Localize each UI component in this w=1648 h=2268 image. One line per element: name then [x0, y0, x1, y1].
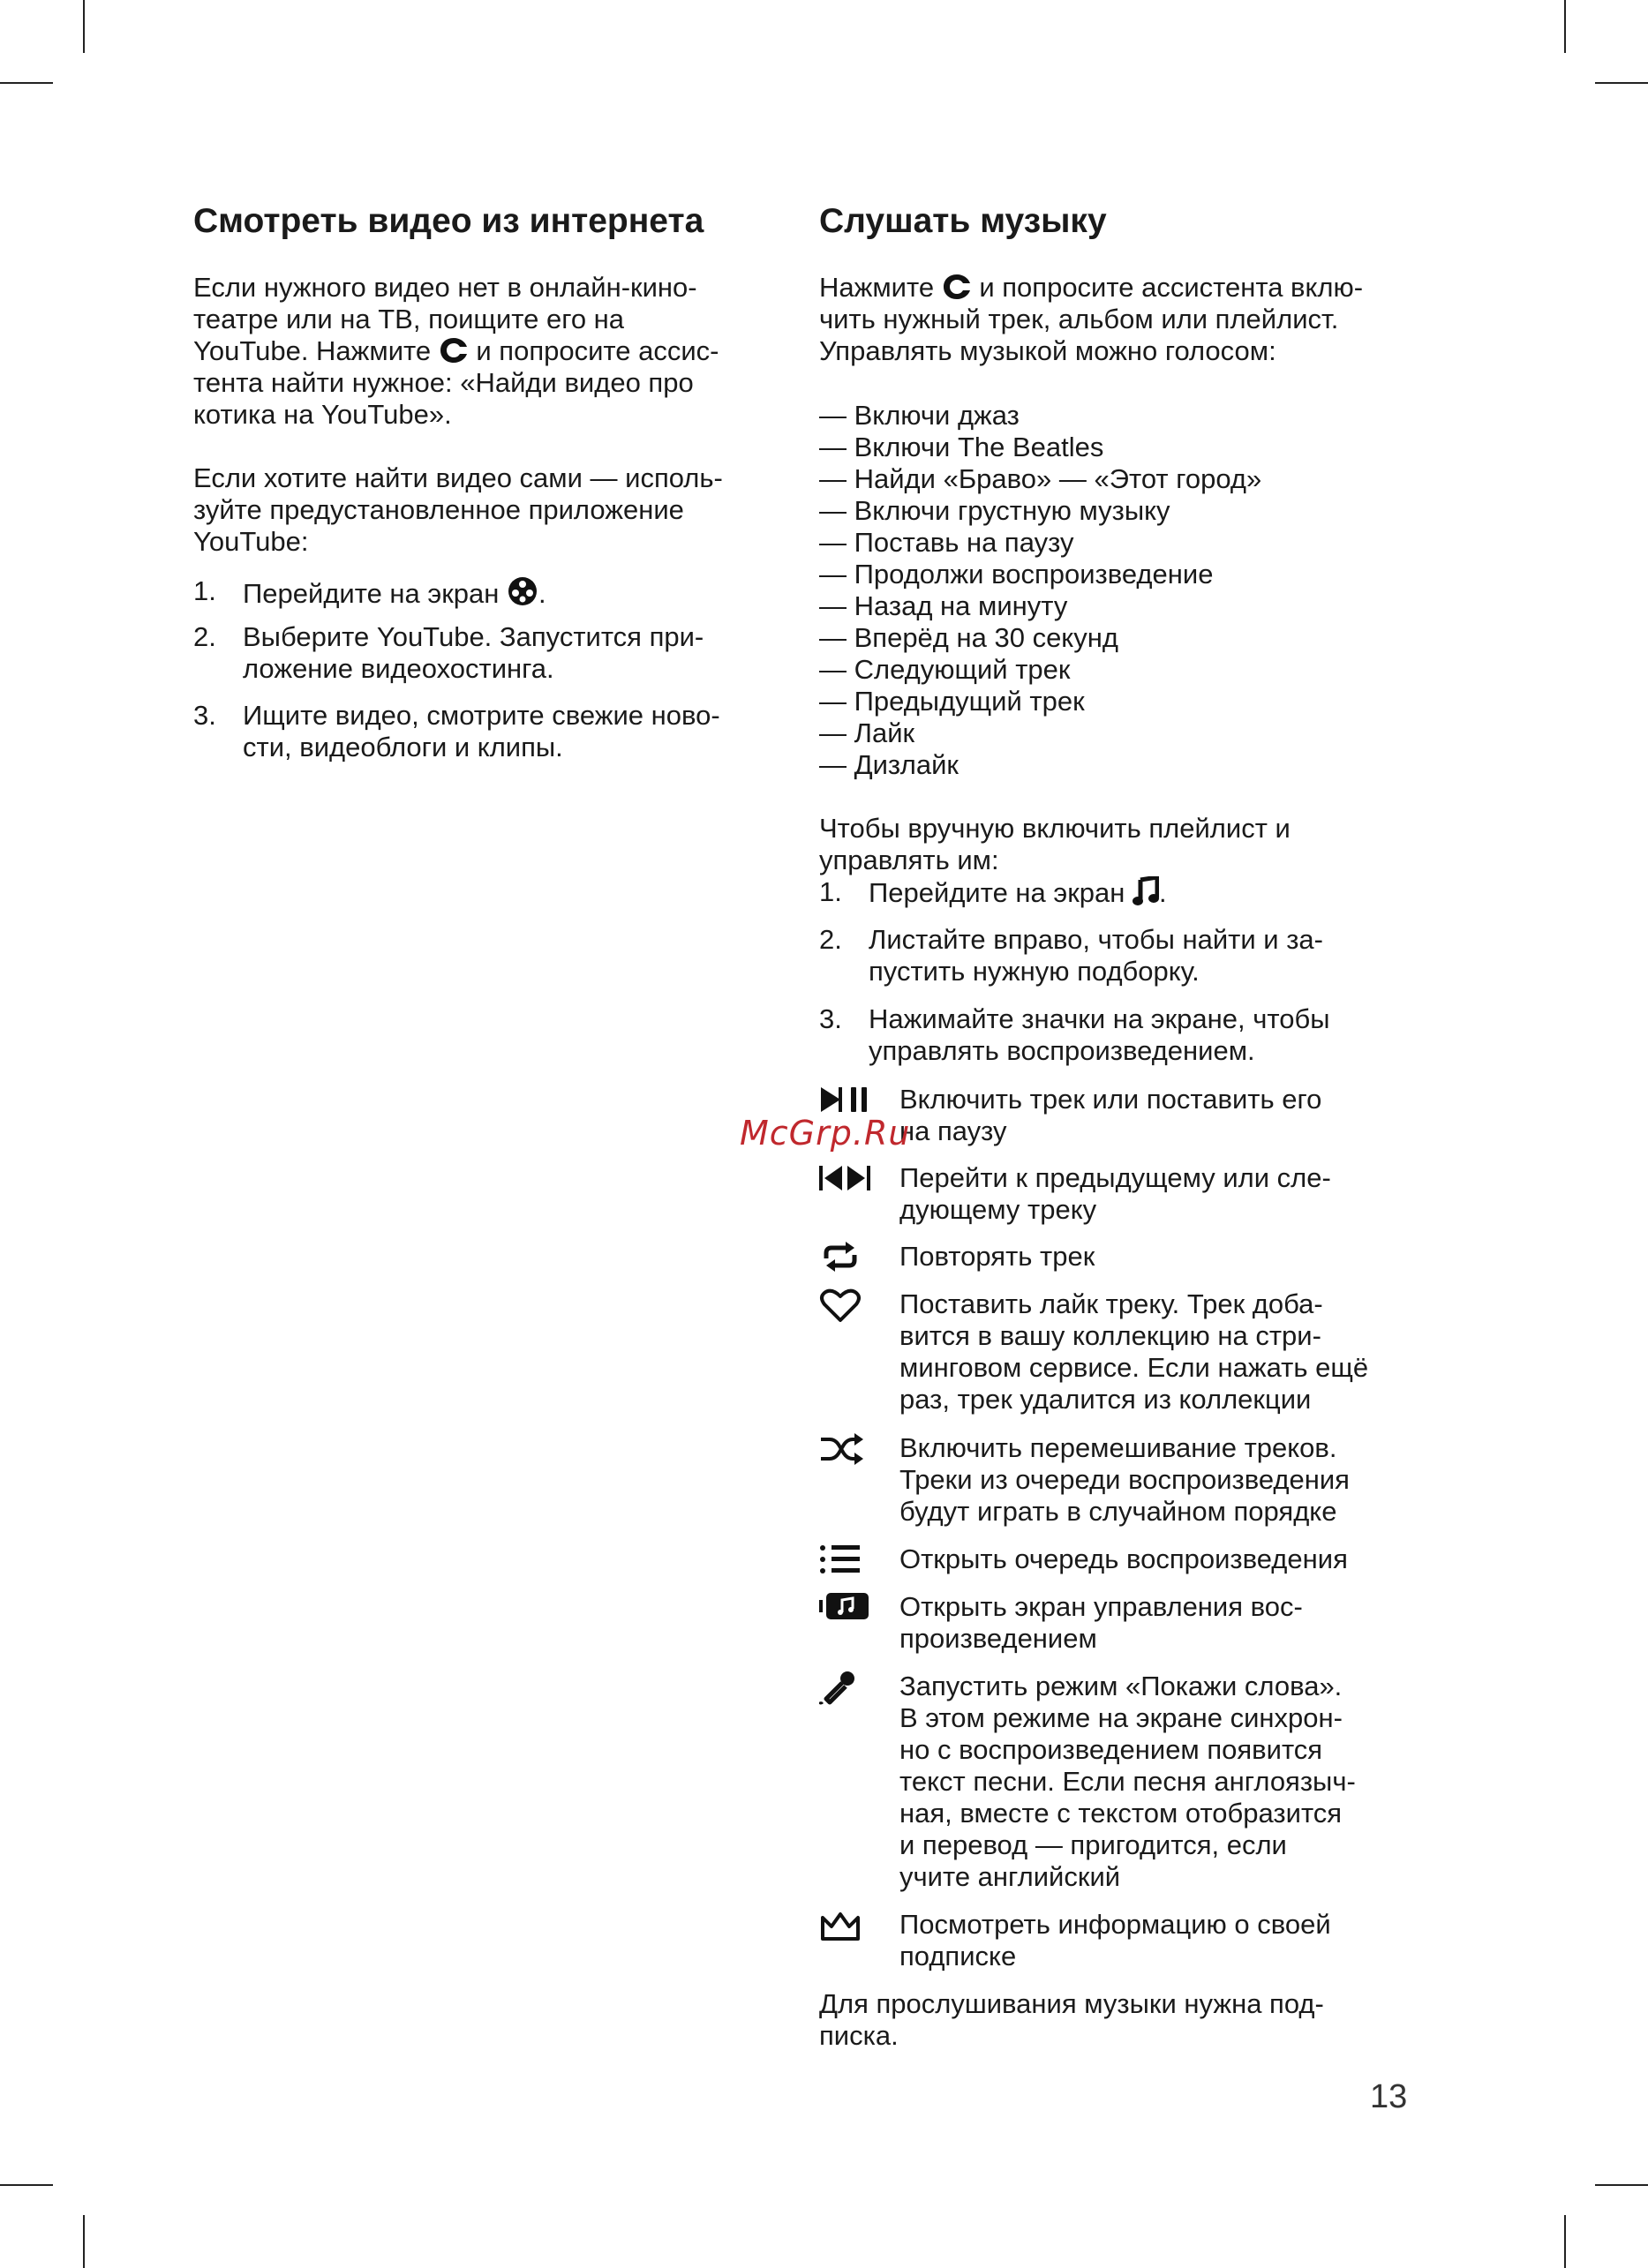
watermark: McGrp.Ru: [740, 1114, 911, 1153]
music-note-icon: [1133, 876, 1159, 906]
voice-command: — Вперёд на 30 секунд: [819, 622, 1118, 653]
prev-next-icon: [819, 1162, 872, 1198]
crop-mark: [1595, 2184, 1648, 2186]
repeat-icon: [819, 1241, 872, 1276]
crop-mark: [83, 2215, 85, 2268]
crop-mark: [83, 0, 85, 53]
voice-command: — Продолжи воспроизведение: [819, 559, 1214, 590]
crown-icon: [819, 1909, 872, 1944]
assistant-icon: [942, 273, 972, 301]
crop-mark: [0, 82, 53, 84]
voice-command: — Найди «Браво» — «Этот город»: [819, 463, 1262, 494]
player-screen-icon: [819, 1591, 872, 1626]
heart-icon: [819, 1288, 872, 1324]
queue-list-icon: [819, 1543, 872, 1579]
microphone-icon: [819, 1671, 872, 1706]
music-intro: Нажмите и попросите ассистента вклю- чить нужный трек, альбом или плейлист. Управлять музыкой можно голосом:: [819, 272, 1364, 366]
video-screen-icon: [507, 575, 538, 607]
video-intro: Если нужного видео нет в онлайн-кино- театре или на ТВ, поищите его на YouTube. Нажмите и попросите ассис- тента найти нужное: «Найди видео про котика на YouTube».: [193, 272, 719, 430]
voice-command: — Дизлайк: [819, 749, 959, 780]
assistant-icon: [439, 336, 469, 364]
crop-mark: [0, 2184, 53, 2186]
subscription-note: Для прослушивания музыки нужна под- писка.: [819, 1988, 1324, 2051]
crop-mark: [1595, 82, 1648, 84]
voice-command: — Поставь на паузу: [819, 527, 1074, 558]
voice-command: — Следующий трек: [819, 654, 1071, 685]
voice-command: — Включи джаз: [819, 400, 1020, 431]
crop-mark: [1564, 0, 1566, 53]
page-number: 13: [1370, 2078, 1408, 2115]
voice-command: — Назад на минуту: [819, 590, 1068, 621]
video-manual-intro: Если хотите найти видео сами — исполь- зуйте предустановленное приложение YouTube:: [193, 462, 723, 557]
voice-command: — Включи The Beatles: [819, 432, 1104, 462]
manual-intro: Чтобы вручную включить плейлист и управлять им:: [819, 813, 1291, 875]
section-heading-music: Слушать музыку: [819, 202, 1107, 240]
voice-command: — Предыдущий трек: [819, 686, 1085, 717]
voice-command: — Лайк: [819, 717, 915, 748]
voice-command: — Включи грустную музыку: [819, 495, 1170, 526]
section-heading-video: Смотреть видео из интернета: [193, 202, 704, 240]
shuffle-icon: [819, 1432, 872, 1468]
crop-mark: [1564, 2215, 1566, 2268]
